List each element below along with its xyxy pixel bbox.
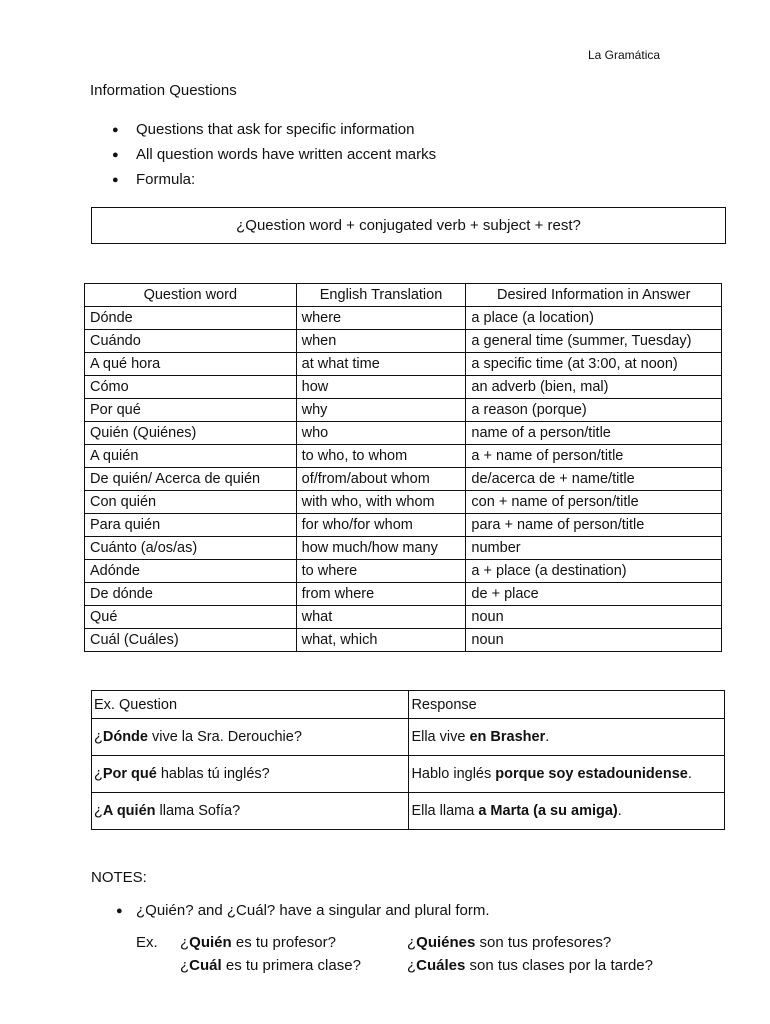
answer-info-cell: de + place (466, 583, 722, 606)
question-word-cell: Cuál (Cuáles) (85, 629, 297, 652)
answer-info-cell: name of a person/title (466, 422, 722, 445)
example-response-cell: Ella vive en Brasher. (409, 719, 725, 756)
table-row (92, 793, 725, 830)
example-label: Ex. (136, 934, 158, 951)
table-row (85, 307, 722, 330)
note-example: ¿Cuál es tu primera clase? (180, 957, 361, 974)
table-row (85, 445, 722, 468)
translation-cell: to who, to whom (296, 445, 466, 468)
question-word-cell: Cuánto (a/os/as) (85, 537, 297, 560)
table-row (85, 514, 722, 537)
bullet-dot: ● (116, 905, 123, 917)
answer-info-cell: a general time (summer, Tuesday) (466, 330, 722, 353)
column-header: English Translation (296, 284, 466, 307)
answer-info-cell: a reason (porque) (466, 399, 722, 422)
translation-cell: where (296, 307, 466, 330)
column-header: Question word (85, 284, 297, 307)
question-word-cell: Cómo (85, 376, 297, 399)
translation-cell: at what time (296, 353, 466, 376)
question-words-table (84, 283, 722, 652)
translation-cell: when (296, 330, 466, 353)
translation-cell: with who, with whom (296, 491, 466, 514)
table-row (92, 719, 725, 756)
answer-info-cell: para + name of person/title (466, 514, 722, 537)
question-word-cell: De dónde (85, 583, 297, 606)
table-row (85, 606, 722, 629)
translation-cell: from where (296, 583, 466, 606)
table-row (85, 353, 722, 376)
table-row (85, 376, 722, 399)
answer-info-cell: a + place (a destination) (466, 560, 722, 583)
note-example: ¿Cuáles son tus clases por la tarde? (407, 957, 653, 974)
table-row (85, 537, 722, 560)
column-header: Ex. Question (92, 691, 409, 719)
translation-cell: how (296, 376, 466, 399)
answer-info-cell: noun (466, 629, 722, 652)
examples-table (91, 690, 725, 830)
answer-info-cell: number (466, 537, 722, 560)
intro-bullet-list (108, 119, 436, 194)
translation-cell: for who/for whom (296, 514, 466, 537)
translation-cell: who (296, 422, 466, 445)
note-example: ¿Quién es tu profesor? (180, 934, 336, 951)
page-title: Information Questions (90, 82, 237, 99)
question-word-cell: Por qué (85, 399, 297, 422)
table-header-row (92, 691, 725, 719)
answer-info-cell: a place (a location) (466, 307, 722, 330)
question-word-cell: Quién (Quiénes) (85, 422, 297, 445)
notes-bullet-text: ¿Quién? and ¿Cuál? have a singular and plural form. (136, 902, 490, 919)
table-row (85, 422, 722, 445)
question-word-cell: Cuándo (85, 330, 297, 353)
example-response-cell: Hablo inglés porque soy estadounidense. (409, 756, 725, 793)
column-header: Desired Information in Answer (466, 284, 722, 307)
translation-cell: why (296, 399, 466, 422)
example-question-cell: ¿A quién llama Sofía? (92, 793, 409, 830)
question-word-cell: Con quién (85, 491, 297, 514)
answer-info-cell: an adverb (bien, mal) (466, 376, 722, 399)
example-question-cell: ¿Dónde vive la Sra. Derouchie? (92, 719, 409, 756)
translation-cell: how much/how many (296, 537, 466, 560)
note-example: ¿Quiénes son tus profesores? (407, 934, 612, 951)
table-header-row (85, 284, 722, 307)
question-word-cell: Para quién (85, 514, 297, 537)
table-row (85, 583, 722, 606)
list-item: ● Formula: (108, 169, 436, 194)
question-word-cell: Adónde (85, 560, 297, 583)
answer-info-cell: a specific time (at 3:00, at noon) (466, 353, 722, 376)
table-row (85, 560, 722, 583)
question-word-cell: A quién (85, 445, 297, 468)
formula-box (91, 207, 726, 244)
example-response-cell: Ella llama a Marta (a su amiga). (409, 793, 725, 830)
question-word-cell: A qué hora (85, 353, 297, 376)
table-row (92, 756, 725, 793)
table-row (85, 491, 722, 514)
table-row (85, 330, 722, 353)
formula-text: ¿Question word + conjugated verb + subject + rest? (236, 217, 581, 234)
table-row (85, 468, 722, 491)
list-item: ● Questions that ask for specific information (108, 119, 436, 144)
translation-cell: what, which (296, 629, 466, 652)
question-word-cell: Dónde (85, 307, 297, 330)
page-header: La Gramática (588, 48, 661, 62)
translation-cell: what (296, 606, 466, 629)
notes-heading: NOTES: (91, 869, 147, 886)
answer-info-cell: con + name of person/title (466, 491, 722, 514)
answer-info-cell: noun (466, 606, 722, 629)
answer-info-cell: a + name of person/title (466, 445, 722, 468)
translation-cell: to where (296, 560, 466, 583)
table-row (85, 399, 722, 422)
question-word-cell: De quién/ Acerca de quién (85, 468, 297, 491)
example-question-cell: ¿Por qué hablas tú inglés? (92, 756, 409, 793)
table-row (85, 629, 722, 652)
question-word-cell: Qué (85, 606, 297, 629)
column-header: Response (409, 691, 725, 719)
answer-info-cell: de/acerca de + name/title (466, 468, 722, 491)
translation-cell: of/from/about whom (296, 468, 466, 491)
list-item: ● All question words have written accent marks (108, 144, 436, 169)
